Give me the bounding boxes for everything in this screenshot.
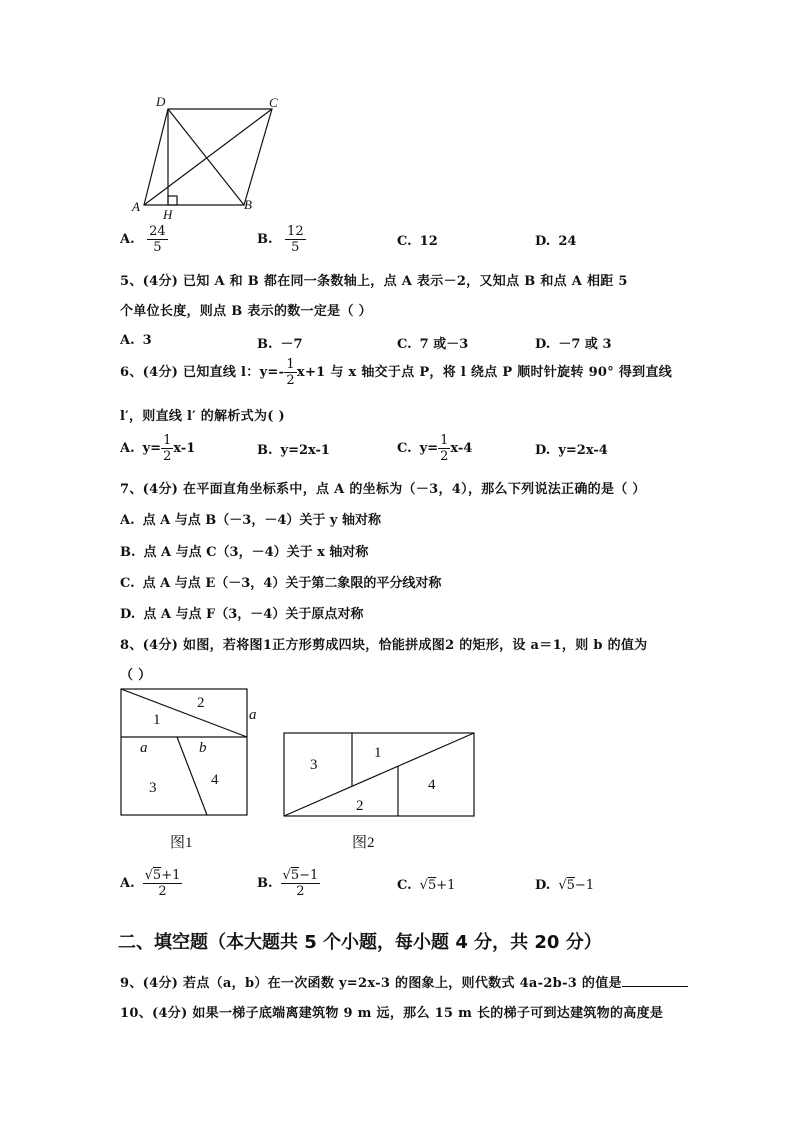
q6-option-d[interactable]: D. y=2x-4: [535, 443, 608, 458]
label-h: H: [163, 207, 173, 222]
label-b: B: [244, 197, 252, 212]
piece-label-2: 2: [356, 798, 364, 814]
sqrt-icon: √: [282, 868, 291, 883]
caption-figure-1: 图1: [170, 835, 193, 851]
piece-label-4: 4: [211, 772, 219, 788]
q7-option-a[interactable]: A. 点 A 与点 B（－3，－4）关于 y 轴对称: [120, 513, 381, 528]
sqrt-icon: √: [558, 878, 567, 893]
q8-option-a[interactable]: A. $\frac{√5+1}{2}$: [120, 868, 181, 899]
q8-option-b[interactable]: B. $\frac{√5-1}{2}$: [257, 868, 319, 899]
q5-stem-line2: 个单位长度，则点 B 表示的数一定是（ ）: [120, 304, 372, 319]
label-d: D: [156, 94, 166, 109]
piece-label-3: 3: [310, 757, 318, 773]
q8-option-d[interactable]: D. √5−1: [535, 878, 595, 893]
q9-stem: 9、(4分) 若点（a，b）在一次函数 y=2x-3 的图象上，则代数式 4a-2b-3 的值是: [120, 972, 688, 991]
q7-option-c[interactable]: C. 点 A 与点 E（－3，4）关于第二象限的平分线对称: [120, 576, 442, 591]
q8-option-c[interactable]: C. √5+1: [397, 878, 456, 893]
figure-2: [280, 730, 480, 855]
piece-label-3: 3: [149, 780, 157, 796]
label-c: C: [269, 95, 278, 110]
q4-option-c[interactable]: C. 12: [397, 234, 438, 249]
side-label-a-right: a: [249, 707, 257, 723]
q7-stem: 7、(4分) 在平面直角坐标系中，点 A 的坐标为（－3，4），那么下列说法正确的是（ ）: [120, 482, 646, 497]
q6-option-a[interactable]: A. y= $\frac{1}{2}$ x-1: [120, 433, 196, 464]
rhombus-figure: [128, 92, 298, 222]
segment-label-b: b: [199, 740, 207, 756]
fraction: $\frac{1}{2}$: [440, 433, 449, 464]
fraction: $\frac{√5-1}{2}$: [282, 868, 319, 899]
q6-option-b[interactable]: B. y=2x-1: [257, 443, 330, 458]
caption-figure-2: 图2: [352, 835, 375, 851]
answer-blank[interactable]: [622, 974, 688, 987]
diagonal-ca: [144, 109, 272, 205]
q5-option-b[interactable]: B. －7: [257, 337, 303, 352]
sqrt-icon: √: [144, 868, 153, 883]
piece-label-1: 1: [153, 712, 161, 728]
fraction: $\frac{12}{5}$: [287, 224, 304, 255]
q5-option-d[interactable]: D. －7 或 3: [535, 337, 612, 352]
piece-label-4: 4: [428, 777, 436, 793]
q6-option-c[interactable]: C. y= $\frac{1}{2}$ x-4: [397, 433, 473, 464]
label-a: A: [132, 199, 140, 214]
diagonal-db: [168, 109, 244, 205]
cut-diagonal: [121, 689, 247, 737]
q8-stem-line2: （ ）: [120, 668, 152, 683]
q6-stem-line2: l′，则直线 l′ 的解析式为( ): [120, 409, 286, 424]
q5-stem-line1: 5、(4分) 已知 A 和 B 都在同一条数轴上，点 A 表示－2，又知点 B 和点 A 相距 5: [120, 274, 628, 289]
q7-option-b[interactable]: B. 点 A 与点 C（3，－4）关于 x 轴对称: [120, 545, 369, 560]
q10-stem: 10、(4分) 如果一梯子底端离建筑物 9 m 远，那么 15 m 长的梯子可到达建筑物的高度是: [120, 1006, 664, 1021]
fraction: $\frac{1}{2}$: [286, 357, 295, 388]
piece-label-2: 2: [197, 695, 205, 711]
fraction: $\frac{√5+1}{2}$: [144, 868, 181, 899]
section-title: 二、填空题（本大题共 5 个小题，每小题 4 分，共 20 分）: [118, 932, 602, 953]
fraction: $\frac{24}{5}$: [149, 224, 166, 255]
right-angle-mark: [168, 196, 177, 205]
q7-option-d[interactable]: D. 点 A 与点 F（3，－4）关于原点对称: [120, 607, 364, 622]
q8-stem-line1: 8、(4分) 如图，若将图1正方形剪成四块，恰能拼成图2 的矩形，设 a＝1，则 b 的值为: [120, 638, 648, 653]
q4-option-d[interactable]: D. 24: [535, 234, 577, 249]
q4-option-b[interactable]: B. $\frac{12}{5}$: [257, 224, 304, 255]
q4-option-a[interactable]: A. $\frac{24}{5}$: [120, 224, 166, 255]
fraction: $\frac{1}{2}$: [163, 433, 172, 464]
q5-option-c[interactable]: C. 7 或－3: [397, 337, 469, 352]
q6-stem-line1: 6、(4分) 已知直线 l：y=- $\frac{1}{2}$ x+1 与 x 轴交于点 P，将 l 绕点 P 顺时针旋转 90° 得到直线: [120, 357, 673, 388]
piece-label-1: 1: [374, 745, 382, 761]
segment-label-a: a: [140, 740, 148, 756]
figure-1: [115, 684, 275, 854]
q5-option-a[interactable]: A. 3: [120, 333, 152, 348]
sqrt-icon: √: [419, 878, 428, 893]
